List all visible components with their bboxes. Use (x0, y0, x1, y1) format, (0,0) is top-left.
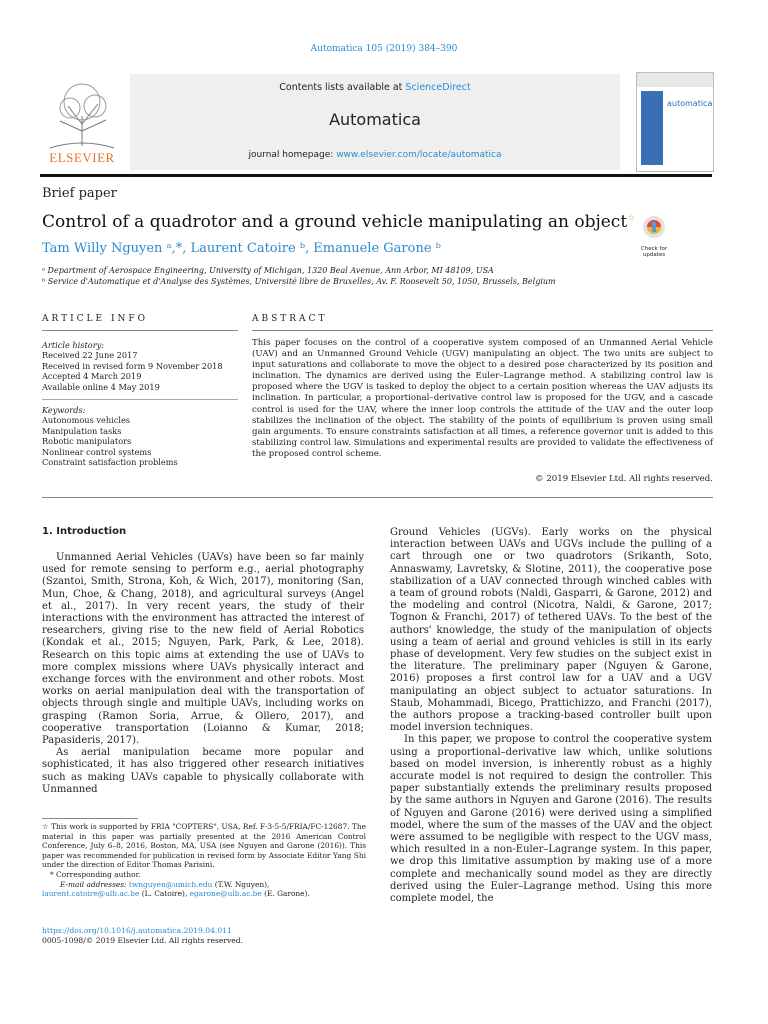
article-info-rule (42, 330, 238, 331)
homepage-line (130, 150, 620, 160)
intro-left-column (42, 552, 364, 796)
keyword-item: Manipulation tasks (42, 425, 122, 436)
history-online: Available online 4 May 2019 (42, 381, 160, 392)
homepage-link[interactable]: www.elsevier.com/locate/automatica (336, 150, 502, 160)
intro-paragraph: Ground Vehicles (UGVs). Early works on the physical interaction between UAVs and UGVs include the pulling of a cart through one or two quadrotors (Srikanth, Soto, Annaswamy, Lavretsky, & Slotine, 2011), the cooperative pose stabilization of a UAV connected through winched cables with a team of ground robots (Naldi, Gasparri, & Garone, 2012) and the modeling and control (Nicotra, Naldi, & Garone, 2017; Tognon & Franchi, 2017) of tethered UAVs. To the best of the authors' knowledge, the study of the manipulation of objects using a team of aerial and ground vehicles is still in its early phase of development. Very few studies on the subject exist in the literature. The preliminary paper (Nguyen & Garone, 2016) proposes a first control law for a UAV and a UGV manipulating an object subject to actuator saturations. In Staub, Mohammadi, Bicego, Prattichizzo, and Franchi (2017), the authors propose a tracking-based controller built upon model inversion techniques. (390, 527, 712, 734)
funding-footnote: ☆ This work is supported by FRIA "COPTERS", USA, Ref. F-3-5-5/FRIA/FC-12687. The material in this paper was partially presented at the 2016 American Control Conference, July 6–8, 2016, Boston, MA, USA (see Nguyen and Garone (2016)). This paper was recommended for publication in revised form by Associate Editor Yang Shi under the direction of Editor Thomas Parisini. (42, 822, 366, 870)
footnote-rule (42, 818, 138, 819)
intro-paragraph: As aerial manipulation became more popular and sophisticated, it has also triggered other research initiatives such as making UAVs capable to physically collaborate with Unmanned (42, 747, 364, 795)
check-for-updates-badge[interactable] (634, 214, 674, 258)
affiliation-a: ᵃ Department of Aerospace Engineering, University of Michigan, 1320 Beal Avenue, Ann Arbor, MI 48109, USA (42, 266, 494, 275)
paper-title (42, 212, 635, 232)
journal-reference[interactable]: Automatica 105 (2019) 384–390 (310, 44, 458, 54)
title-footnote-mark[interactable]: ☆ (627, 213, 636, 224)
history-received: Received 22 June 2017 (42, 350, 138, 361)
email-label: E-mail addresses: (60, 879, 127, 889)
intro-paragraph: Unmanned Aerial Vehicles (UAVs) have been so far mainly used for remote sensing to perform e.g., aerial photography (Szantoi, Smith, Strona, Koh, & Wich, 2017), monitoring (San, Mun, Choe, & Chang, 2018), and agricultural surveys (Angel et al., 2017). In very recent years, the study of their interactions with the environment has attracted the interest of researchers, giving rise to the new field of Aerial Robotics (Kondak et al., 2015; Nguyen, Park, Park, & Lee, 2018). Research on this topic aims at extending the use of UAVs to more complex missions where UAVs physically interact and exchange forces with the environment and other robots. Most works on aerial manipulation deal with the transportation of objects through single and multiple UAVs, including works on grasping (Ramon Soria, Arrue, & Ollero, 2017), and cooperative transportation (Loianno & Kumar, 2018; Papasideris, 2017). (42, 552, 364, 747)
contents-line (130, 82, 620, 93)
keywords-label: Keywords: (42, 405, 86, 415)
issn-line: 0005-1098/© 2019 Elsevier Ltd. All rights reserved. (42, 936, 244, 945)
info-divider (42, 399, 238, 400)
abstract-rule (252, 330, 713, 331)
history-revised: Received in revised form 9 November 2018 (42, 360, 223, 371)
publisher-name: ELSEVIER (49, 150, 115, 165)
sciencedirect-link[interactable]: ScienceDirect (405, 82, 471, 93)
keywords-block (42, 405, 232, 467)
contents-prefix: Contents lists available at (279, 82, 406, 93)
affiliation-b: ᵇ Service d'Automatique et d'Analyse des Systèmes, Université libre de Bruxelles, Av. F. Roosevelt 50, 1050, Brussels, Belgium (42, 277, 556, 286)
keyword-item: Constraint satisfaction problems (42, 457, 178, 468)
history-accepted: Accepted 4 March 2019 (42, 371, 142, 382)
doi-block (42, 926, 243, 946)
email-line-2 (42, 889, 366, 899)
email-line-1 (42, 880, 366, 890)
paper-type: Brief paper (42, 186, 117, 201)
check-for-updates-label: Check for updates (640, 246, 668, 258)
keyword-item: Nonlinear control systems (42, 446, 152, 457)
elsevier-logo (40, 76, 124, 168)
email-owner: (E. Garone). (264, 889, 310, 899)
email-owner: (L. Catoire), (141, 889, 188, 899)
keyword-item: Autonomous vehicles (42, 415, 130, 426)
corresponding-author-note: * Corresponding author. (50, 869, 141, 879)
history-label: Article history: (42, 340, 104, 350)
article-info-heading: ARTICLE INFO (42, 314, 149, 324)
intro-paragraph: In this paper, we propose to control the cooperative system using a proportional–derivative law which, unlike solutions based on model inversion, is inherently robust as a highly accurate model is not required to design the controller. This paper substantially extends the preliminary results proposed by the same authors in Nguyen and Garone (2016). The results of Nguyen and Garone (2016) were derived using a simplified model, where the sum of the masses of the UAV and the object were assumed to be negligible with respect to the UGV mass, which resulted in a non-Euler–Lagrange system. In this paper, we drop this limitative assumption by making use of a more complete and mechanically sound model as they are directly derived using the Euler–Lagrange method. Using this more complete model, the (390, 734, 712, 905)
email-link[interactable]: twnguyen@umich.edu (128, 879, 213, 889)
abstract-text: This paper focuses on the control of a cooperative system composed of an Unmanned Aerial Vehicle (UAV) and an Unmanned Ground Vehicle (UGV) manipulating an object. The two units are subject to input saturations and collaborate to move the object to a desired pose characterized by its position and inclination. The dynamics are derived using the Euler–Lagrange method. A stabilizing control law is proposed where the UGV is tasked to deploy the object to a certain position whereas the UAV adjusts its inclination. In particular, a proportional–derivative control law is proposed for the UGV, and a cascade control is used for the UAV, where the inner loop controls the attitude of the UAV and the outer loop stabilizes the inclination of the object. The stability of the points of equilibrium is proven using small gain arguments. To ensure constraints satisfaction at all times, a reference governor unit is added to this stabilizing control law. Simulations and experimental results are provided to validate the effectiveness of the proposed control scheme. (252, 338, 713, 459)
email-owner: (T.W. Nguyen), (214, 879, 270, 889)
paper-title-text: Control of a quadrotor and a ground vehicle manipulating an object (42, 212, 628, 232)
email-link[interactable]: egarone@ulb.ac.be (189, 889, 262, 899)
header-rule (40, 174, 712, 177)
homepage-prefix: journal homepage: (248, 150, 337, 160)
cover-title: automatica (667, 99, 713, 108)
abstract-heading: ABSTRACT (252, 314, 328, 324)
intro-right-column (390, 527, 712, 905)
journal-name: Automatica (329, 110, 421, 129)
abstract-bottom-rule (42, 497, 713, 498)
footnotes (42, 822, 366, 899)
journal-cover-image (636, 72, 714, 172)
section-heading-introduction: 1. Introduction (42, 526, 127, 537)
keyword-item: Robotic manipulators (42, 436, 132, 447)
doi-link[interactable]: https://doi.org/10.1016/j.automatica.2019.04.011 (42, 926, 232, 935)
article-history (42, 340, 232, 392)
abstract-copyright: © 2019 Elsevier Ltd. All rights reserved. (535, 474, 713, 484)
author-list[interactable]: Tam Willy Nguyen ᵃ,*, Laurent Catoire ᵇ, Emanuele Garone ᵇ (42, 241, 441, 256)
email-link[interactable]: laurent.catoire@ulb.ac.be (42, 889, 140, 899)
